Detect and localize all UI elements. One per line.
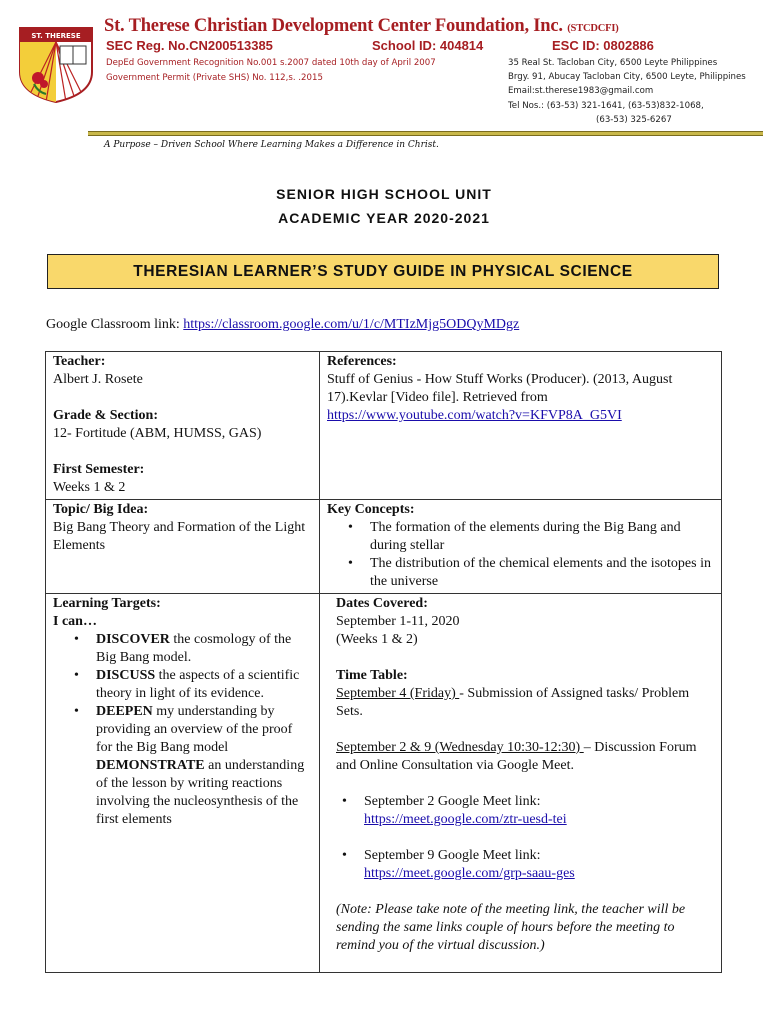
- references-cell: [320, 352, 722, 500]
- meet-links-2: [336, 847, 714, 883]
- key-concept-item: • The formation of the elements during the Big Bang and during stellar: [370, 519, 714, 555]
- topic-text: Big Bang Theory and Formation of the Light Elements: [53, 520, 306, 553]
- sec-reg: SEC Reg. No.CN200513385: [106, 38, 273, 53]
- deped-recognition: DepEd Government Recognition No.001 s.2007 dated 10th day of April 2007: [106, 58, 436, 68]
- topic-label: Topic/ Big Idea:: [53, 502, 149, 517]
- semester-label: First Semester:: [53, 462, 145, 477]
- logo-text: ST. THERESE: [31, 32, 81, 40]
- address-line-2: Brgy. 91, Abucay Tacloban City, 6500 Leyte, Philippines: [508, 72, 746, 82]
- table-row: [46, 594, 722, 973]
- timetable-label: Time Table:: [336, 668, 408, 683]
- timetable-text-1: - Submission of Assigned tasks/ Problem Sets.: [336, 686, 690, 719]
- school-name: [104, 16, 619, 37]
- teacher-label: Teacher:: [53, 354, 106, 369]
- references-label: References:: [327, 354, 397, 369]
- key-concept-item: • The distribution of the chemical elements and the isotopes in the universe: [370, 555, 714, 591]
- letterhead: [0, 0, 768, 160]
- target-verb: DISCOVER: [96, 632, 170, 647]
- school-abbr: (STCDCFI): [567, 23, 619, 34]
- meet-item: [364, 847, 714, 883]
- esc-id: ESC ID: 0802886: [552, 38, 654, 53]
- classroom-label: Google Classroom link:: [46, 317, 180, 332]
- weeks: Weeks 1 & 2: [53, 480, 126, 495]
- grade-label: Grade & Section:: [53, 408, 158, 423]
- schedule-cell: [320, 594, 722, 973]
- school-motto: A Purpose – Driven School Where Learning Makes a Difference in Christ.: [104, 140, 439, 150]
- learning-targets-cell: [46, 594, 320, 973]
- meet-links-1: [336, 793, 714, 829]
- target-text: my understanding by providing an overview of the proof for the Big Bang model: [96, 704, 293, 755]
- target-text: the cosmology of the Big Bang model.: [96, 632, 292, 665]
- timetable-entry-2: [336, 739, 714, 775]
- classroom-row: [46, 317, 519, 333]
- meeting-note: (Note: Please take note of the meeting link, the teacher will be sending the same links couple of hours before the meeting to remind you of the virtual discussion.): [336, 902, 686, 953]
- timetable-entry-1: [336, 685, 714, 721]
- study-guide-table: [45, 351, 722, 973]
- timetable-text-2: – Discussion Forum and Online Consultation via Google Meet.: [336, 740, 697, 773]
- key-concepts-label: Key Concepts:: [327, 502, 415, 517]
- topic-cell: [46, 500, 320, 594]
- timetable-date-1: September 4 (Friday): [336, 686, 460, 701]
- target-verb-2: DEMONSTRATE: [96, 758, 205, 773]
- dates-label: Dates Covered:: [336, 596, 428, 611]
- letterhead-divider: [88, 131, 763, 136]
- unit-heading: SENIOR HIGH SCHOOL UNIT: [276, 186, 492, 202]
- grade-section: 12- Fortitude (ABM, HUMSS, GAS): [53, 426, 262, 441]
- target-text-2: an understanding of the lesson by writing reactions involving the nucleosynthesis of the first elements: [96, 758, 305, 827]
- meet-link-2[interactable]: https://meet.google.com/grp-saau-ges: [364, 866, 575, 881]
- reference-text: Stuff of Genius - How Stuff Works (Producer). (2013, August 17).Kevlar [Video file]. Retrieved from: [327, 372, 673, 405]
- target-text: the aspects of a scientific theory in light of its evidence.: [96, 668, 300, 701]
- classroom-link[interactable]: https://classroom.google.com/u/1/c/MTIzMjg5ODQyMDgz: [183, 317, 520, 332]
- key-concepts-cell: [320, 500, 722, 594]
- tel-line-2: (63-53) 325-6267: [596, 115, 672, 125]
- study-guide-title: THERESIAN LEARNER’S STUDY GUIDE IN PHYSICAL SCIENCE: [47, 254, 719, 289]
- table-row: [46, 500, 722, 594]
- teacher-cell: [46, 352, 320, 500]
- school-logo: [14, 22, 98, 106]
- learning-targets-label: Learning Targets:: [53, 596, 161, 611]
- academic-year-heading: ACADEMIC YEAR 2020-2021: [278, 210, 490, 226]
- email: Email:st.therese1983@gmail.com: [508, 86, 654, 96]
- dates-weeks: (Weeks 1 & 2): [336, 632, 418, 647]
- school-id: School ID: 404814: [372, 38, 484, 53]
- meet-item: [364, 793, 714, 829]
- learning-target-item: [96, 631, 312, 667]
- address-line-1: 35 Real St. Tacloban City, 6500 Leyte Philippines: [508, 58, 718, 68]
- learning-target-item: [96, 703, 312, 829]
- targets-intro: I can…: [53, 614, 97, 629]
- meet-link-1[interactable]: https://meet.google.com/ztr-uesd-tei: [364, 812, 567, 827]
- school-name-text: St. Therese Christian Development Center Foundation, Inc.: [104, 16, 563, 36]
- dates-covered: September 1-11, 2020: [336, 614, 460, 629]
- reference-link[interactable]: https://www.youtube.com/watch?v=KFVP8A_G5VI: [327, 408, 622, 423]
- meet-label-1: • September 2 Google Meet link:: [364, 794, 541, 809]
- timetable-date-2: September 2 & 9 (Wednesday 10:30-12:30): [336, 740, 584, 755]
- table-row: [46, 352, 722, 500]
- meet-label-2: • September 9 Google Meet link:: [364, 848, 541, 863]
- key-concepts-list: [327, 519, 714, 591]
- learning-target-item: [96, 667, 312, 703]
- target-verb: DEEPEN: [96, 704, 153, 719]
- tel-line-1: Tel Nos.: (63-53) 321-1641, (63-53)832-1068,: [508, 101, 704, 111]
- target-verb: DISCUSS: [96, 668, 156, 683]
- government-permit: Government Permit (Private SHS) No. 112,s. .2015: [106, 73, 323, 83]
- learning-targets-list: [53, 631, 312, 829]
- teacher-name: Albert J. Rosete: [53, 372, 143, 387]
